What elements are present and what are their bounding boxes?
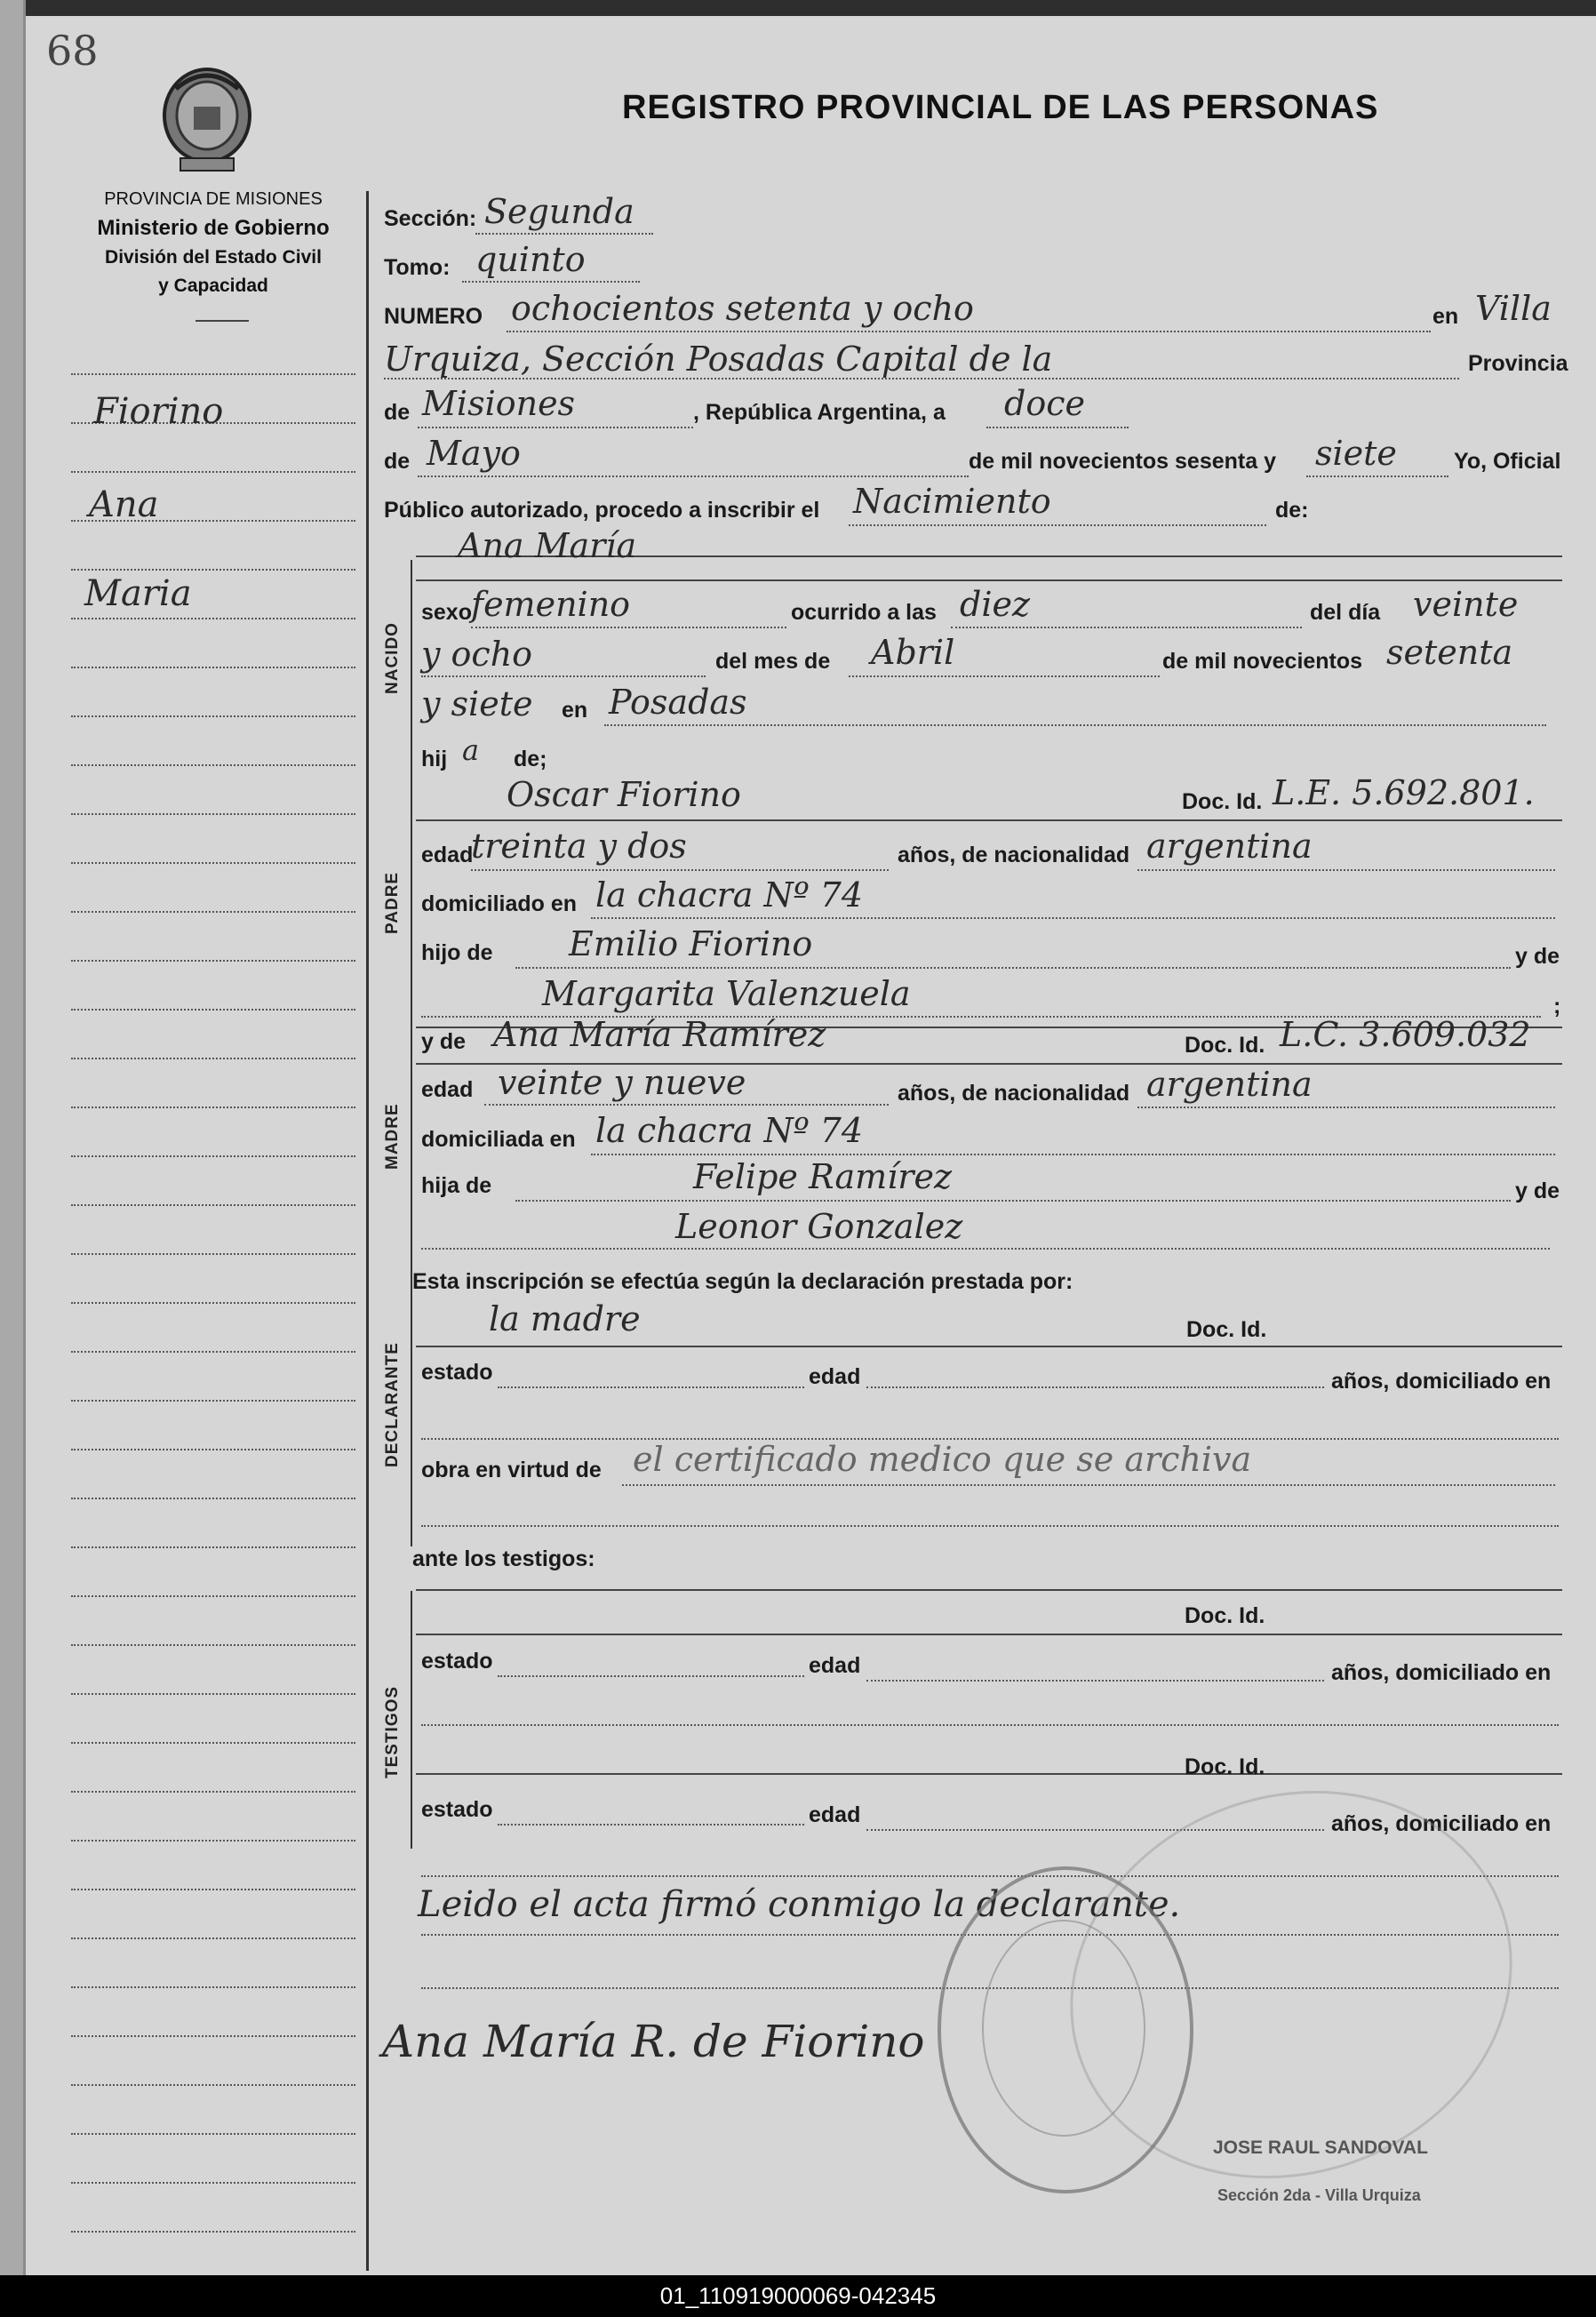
dots-anio — [1306, 475, 1448, 477]
label-publico: Público autorizado, procedo a inscribir el — [384, 498, 820, 523]
dots-madre-dom — [591, 1154, 1555, 1155]
label-sexo: sexo — [421, 600, 472, 625]
side-label-nacido: NACIDO — [383, 622, 402, 694]
margin-rule — [71, 862, 355, 864]
value-anio: siete — [1315, 434, 1397, 473]
scan-top-edge — [0, 0, 1596, 16]
margin-rule — [71, 1058, 355, 1059]
value-lugar: Urquiza, Sección Posadas Capital de la — [384, 340, 1053, 379]
header-ministry: Ministerio de Gobierno — [97, 216, 330, 240]
dots-edad-decl — [866, 1386, 1324, 1388]
margin-rule — [71, 1351, 355, 1353]
margin-rule — [71, 618, 355, 619]
margin-rule — [71, 1253, 355, 1255]
label-provincia: Provincia — [1468, 351, 1568, 376]
label-de-colon: de: — [1275, 498, 1309, 523]
dots-mes-nac — [849, 675, 1160, 677]
side-label-madre: MADRE — [383, 1103, 402, 1170]
label-anos-dom-decl: años, domiciliado en — [1331, 1369, 1552, 1394]
margin-rule — [71, 1498, 355, 1499]
dots-padre-dom — [591, 917, 1555, 919]
value-madre: Ana María Ramírez — [493, 1015, 826, 1054]
value-anio-nac2: y siete — [421, 684, 533, 723]
side-label-testigos: TESTIGOS — [383, 1685, 402, 1778]
dots-seccion — [475, 233, 653, 235]
margin-rule — [71, 1449, 355, 1450]
margin-divider — [366, 191, 369, 2271]
dots-madre-nac — [1137, 1107, 1555, 1108]
dots-lugar — [384, 378, 1459, 380]
dots-obra — [622, 1484, 1555, 1486]
dots-abuelo — [515, 967, 1511, 969]
dots-padre-nac — [1137, 869, 1555, 871]
label-hija-de: hija de — [421, 1173, 492, 1198]
margin-name-1: Ana — [89, 484, 159, 525]
margin-rule — [71, 2133, 355, 2135]
margin-rule — [71, 1155, 355, 1157]
margin-rule — [71, 1400, 355, 1402]
value-padre-edad: treinta y dos — [471, 827, 687, 866]
dots-dia — [986, 427, 1129, 428]
value-padre-doc: L.E. 5.692.801. — [1273, 773, 1535, 812]
header-division: División del Estado Civil — [105, 247, 322, 268]
value-madre-edad: veinte y nueve — [498, 1063, 746, 1102]
margin-rule — [71, 373, 355, 375]
label-yo-oficial: Yo, Oficial — [1454, 449, 1561, 474]
margin-rule — [71, 2035, 355, 2037]
label-edad-t1: edad — [809, 1653, 861, 1678]
label-esta-inscripcion: Esta inscripción se efectúa según la declaración prestada por: — [412, 1269, 1073, 1294]
value-mes-nac: Abril — [871, 633, 955, 672]
label-dom-madre: domiciliada en — [421, 1127, 576, 1152]
label-tomo: Tomo: — [384, 255, 451, 280]
margin-rule — [71, 471, 355, 473]
value-padre: Oscar Fiorino — [507, 775, 741, 814]
dots-madre-edad — [484, 1104, 889, 1106]
label-doc-testigo1: Doc. Id. — [1185, 1603, 1265, 1628]
label-edad-decl: edad — [809, 1364, 861, 1389]
dots-estado-t2 — [498, 1824, 804, 1826]
value-mes: Mayo — [427, 434, 521, 473]
header-division2: y Capacidad — [158, 276, 268, 296]
label-del-dia: del día — [1310, 600, 1381, 625]
value-leido: Leido el acta firmó conmigo la declarante. — [418, 1884, 1181, 1925]
margin-surname: Fiorino — [93, 391, 224, 432]
label-hijo-de: hijo de — [421, 940, 493, 965]
label-de-mes: de — [384, 449, 411, 474]
value-padre-dom: la chacra Nº 74 — [595, 875, 864, 915]
dots-lugar-nac — [604, 724, 1546, 726]
margin-rule — [71, 715, 355, 717]
value-madre-nac: argentina — [1146, 1065, 1313, 1104]
label-estado-decl: estado — [421, 1360, 493, 1385]
label-doc-madre: Doc. Id. — [1185, 1033, 1265, 1058]
label-nac-madre: años, de nacionalidad — [898, 1081, 1130, 1106]
label-y-de-padre: y de — [1515, 944, 1560, 969]
label-edad-madre: edad — [421, 1077, 474, 1102]
margin-rule — [71, 1107, 355, 1108]
dots-mes — [418, 475, 969, 477]
label-mil: de mil novecientos sesenta y — [969, 449, 1276, 474]
label-del-mes: del mes de — [715, 649, 831, 674]
value-obra: el certificado medico que se archiva — [633, 1440, 1252, 1479]
dots-padre-edad — [471, 869, 889, 871]
rule-nombre — [416, 579, 1562, 581]
label-de-prov: de — [384, 400, 411, 425]
value-abuela-m: Leonor Gonzalez — [675, 1207, 963, 1246]
label-doc-declarante: Doc. Id. — [1186, 1317, 1267, 1342]
margin-rule — [71, 2084, 355, 2086]
provincial-seal-icon — [158, 62, 256, 178]
label-edad-t2: edad — [809, 1802, 861, 1827]
label-doc-testigo2: Doc. Id. — [1185, 1754, 1265, 1779]
label-ocurrido: ocurrido a las — [791, 600, 937, 625]
stamp-name: JOSE RAUL SANDOVAL — [1213, 2137, 1428, 2158]
margin-rule — [71, 1742, 355, 1744]
value-abuelo-m: Felipe Ramírez — [693, 1157, 952, 1196]
registry-stamp-inner — [982, 1920, 1145, 2137]
book-binding — [0, 0, 26, 2275]
value-seccion: Segunda — [484, 192, 634, 231]
rule-testigo2-top — [416, 1773, 1562, 1775]
margin-rule — [71, 667, 355, 668]
value-nombre: Ana María — [458, 526, 637, 565]
margin-rule — [71, 1546, 355, 1548]
value-abuelo: Emilio Fiorino — [569, 924, 813, 963]
margin-rule — [71, 960, 355, 962]
label-ante: ante los testigos: — [412, 1546, 595, 1571]
header-province: PROVINCIA DE MISIONES — [104, 189, 323, 209]
label-mil-nov: de mil novecientos — [1162, 649, 1363, 674]
margin-rule — [71, 2182, 355, 2184]
value-dia-nac2: y ocho — [421, 635, 533, 674]
value-dia-nac: veinte — [1413, 585, 1519, 624]
value-tomo: quinto — [475, 240, 586, 279]
dots-dia-nac2 — [421, 675, 706, 677]
label-en-lugar: en — [562, 698, 588, 723]
dots-acto — [849, 524, 1266, 526]
value-firma: Ana María R. de Fiorino — [382, 2016, 925, 2067]
stamp-sub: Sección 2da - Villa Urquiza — [1217, 2186, 1421, 2204]
dots-estado-t1 — [498, 1675, 804, 1677]
registry-title: REGISTRO PROVINCIAL DE LAS PERSONAS — [622, 89, 1379, 126]
value-padre-nac: argentina — [1146, 827, 1313, 866]
rule-testigo1 — [416, 1634, 1562, 1635]
value-madre-dom: la chacra Nº 74 — [595, 1111, 864, 1150]
value-declarante: la madre — [489, 1299, 641, 1338]
header-divider — [196, 320, 249, 322]
corner-number: 68 — [46, 27, 99, 75]
dots-estado-decl — [498, 1386, 804, 1388]
value-en: Villa — [1475, 289, 1552, 328]
value-dia: doce — [1004, 384, 1085, 423]
margin-rule — [71, 1595, 355, 1597]
dots-sexo — [471, 627, 786, 628]
dots-provincia — [418, 427, 693, 428]
margin-rule — [71, 1986, 355, 1988]
dots-dom-t1 — [421, 1724, 1559, 1726]
label-en: en — [1432, 304, 1459, 329]
margin-rule — [71, 1840, 355, 1842]
value-sexo: femenino — [471, 585, 631, 624]
margin-rule — [71, 2231, 355, 2233]
value-acto: Nacimiento — [853, 482, 1051, 521]
label-y-de-abuela-m: y de — [1515, 1178, 1560, 1203]
rule-declarante-top — [416, 1346, 1562, 1347]
dots-edad-t1 — [866, 1680, 1324, 1682]
label-hij: hij — [421, 747, 448, 771]
margin-rule — [71, 764, 355, 766]
label-republica: , República Argentina, a — [693, 400, 946, 425]
label-semicolon: ; — [1553, 994, 1561, 1019]
side-label-padre: PADRE — [383, 871, 402, 934]
dots-abuelo-m — [515, 1200, 1511, 1202]
label-de-semi: de; — [514, 747, 547, 771]
label-nac-padre: años, de nacionalidad — [898, 843, 1130, 867]
value-numero: ochocientos setenta y ocho — [511, 289, 974, 328]
margin-rule — [71, 1889, 355, 1890]
rule-testigos-top — [416, 1589, 1562, 1591]
label-estado-t1: estado — [421, 1649, 493, 1674]
margin-rule — [71, 1302, 355, 1304]
value-anio-nac: setenta — [1386, 633, 1513, 672]
margin-rule — [71, 1791, 355, 1793]
label-dom-padre: domiciliado en — [421, 891, 578, 916]
label-seccion: Sección: — [384, 206, 477, 231]
label-estado-t2: estado — [421, 1797, 493, 1822]
margin-rule — [71, 813, 355, 815]
margin-rule — [71, 1937, 355, 1939]
dots-tomo — [462, 281, 640, 283]
label-doc-padre: Doc. Id. — [1182, 789, 1263, 814]
label-obra: obra en virtud de — [421, 1458, 602, 1482]
rule-padre-top — [416, 819, 1562, 821]
value-madre-doc: L.C. 3.609.032 — [1280, 1015, 1531, 1054]
dots-hora — [951, 627, 1302, 628]
margin-rule — [71, 1693, 355, 1695]
value-hora: diez — [960, 585, 1030, 624]
dots-numero — [507, 331, 1431, 332]
label-y-de-madre: y de — [421, 1029, 467, 1054]
margin-name-2: Maria — [84, 573, 192, 614]
label-anos-dom-t1: años, domiciliado en — [1331, 1660, 1552, 1685]
margin-rule — [71, 1644, 355, 1646]
label-numero: NUMERO — [384, 304, 483, 329]
dots-obra-2 — [421, 1525, 1559, 1527]
margin-rule — [71, 1009, 355, 1011]
section-divider-declarante — [411, 1262, 412, 1546]
label-edad-padre: edad — [421, 843, 474, 867]
value-lugar-nac: Posadas — [609, 683, 747, 722]
section-divider-testigos — [411, 1591, 412, 1849]
value-provincia: Misiones — [422, 384, 576, 423]
margin-rule — [71, 569, 355, 571]
side-label-declarante: DECLARANTE — [383, 1342, 402, 1467]
margin-rule — [71, 911, 355, 913]
dots-abuela-m — [421, 1248, 1550, 1250]
value-abuela: Margarita Valenzuela — [542, 974, 911, 1013]
label-anos-dom-t2: años, domiciliado en — [1331, 1811, 1552, 1836]
file-id-bar: 01_110919000069-042345 — [0, 2275, 1596, 2317]
margin-rule — [71, 1204, 355, 1206]
value-hij: a — [462, 733, 480, 767]
